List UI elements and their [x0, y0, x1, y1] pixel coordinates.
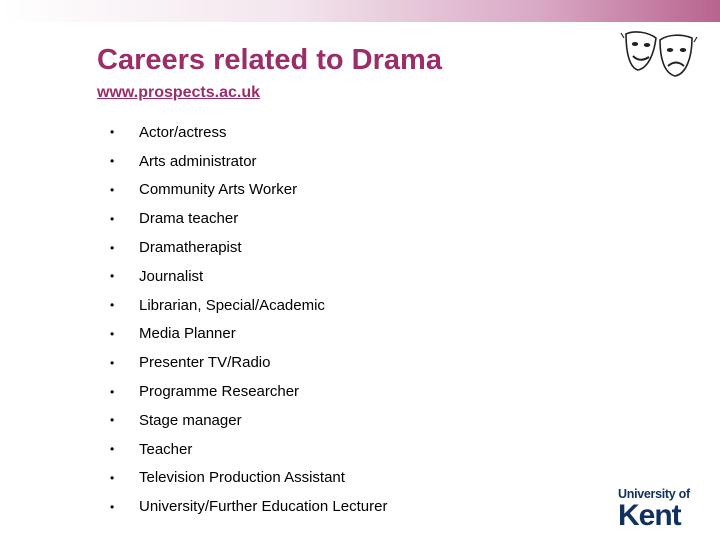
list-item — [110, 233, 387, 262]
bullet-icon: • — [110, 182, 115, 197]
list-item-label: Programme Researcher — [139, 383, 300, 401]
list-item-label: Stage manager — [139, 411, 242, 429]
list-item — [110, 377, 387, 406]
bullet-icon: • — [110, 499, 115, 514]
list-item-label: University/Further Education Lecturer — [139, 498, 388, 516]
list-item — [110, 204, 387, 233]
source-link[interactable]: www.prospects.ac.uk — [97, 84, 261, 101]
list-item — [110, 348, 387, 377]
list-item — [110, 492, 387, 521]
bullet-icon: • — [110, 298, 115, 313]
logo-line-2: Kent — [618, 499, 681, 532]
list-item-label: Journalist — [139, 267, 204, 285]
list-item-label: Media Planner — [139, 325, 236, 343]
list-item-label: Arts administrator — [139, 152, 257, 170]
bullet-icon: • — [110, 355, 115, 370]
list-item-label: Community Arts Worker — [139, 181, 298, 199]
list-item — [110, 320, 387, 349]
bullet-icon: • — [110, 269, 115, 284]
bullet-icon: • — [110, 413, 115, 428]
careers-list — [110, 118, 387, 521]
list-item — [110, 291, 387, 320]
list-item — [110, 435, 387, 464]
bullet-icon: • — [110, 154, 115, 169]
list-item-label: Dramatherapist — [139, 239, 242, 257]
logo-line-1: University of — [618, 487, 690, 501]
list-item — [110, 147, 387, 176]
list-item — [110, 464, 387, 493]
bullet-icon: • — [110, 211, 115, 226]
list-item-label: Actor/actress — [139, 123, 227, 141]
theatre-masks-icon — [620, 28, 698, 80]
list-item — [110, 262, 387, 291]
list-item — [110, 406, 387, 435]
list-item-label: Television Production Assistant — [139, 469, 345, 487]
list-item — [110, 118, 387, 147]
list-item-label: Presenter TV/Radio — [139, 354, 271, 372]
bullet-icon: • — [110, 470, 115, 485]
bullet-icon: • — [110, 125, 115, 140]
bullet-icon: • — [110, 240, 115, 255]
list-item — [110, 176, 387, 205]
list-item-label: Teacher — [139, 440, 193, 458]
bullet-icon: • — [110, 442, 115, 457]
bullet-icon: • — [110, 326, 115, 341]
list-item-label: Drama teacher — [139, 210, 239, 228]
header-gradient-band — [0, 0, 720, 22]
list-item-label: Librarian, Special/Academic — [139, 296, 325, 314]
slide-title: Careers related to Drama — [97, 44, 442, 76]
bullet-icon: • — [110, 384, 115, 399]
university-of-kent-logo — [618, 487, 696, 531]
